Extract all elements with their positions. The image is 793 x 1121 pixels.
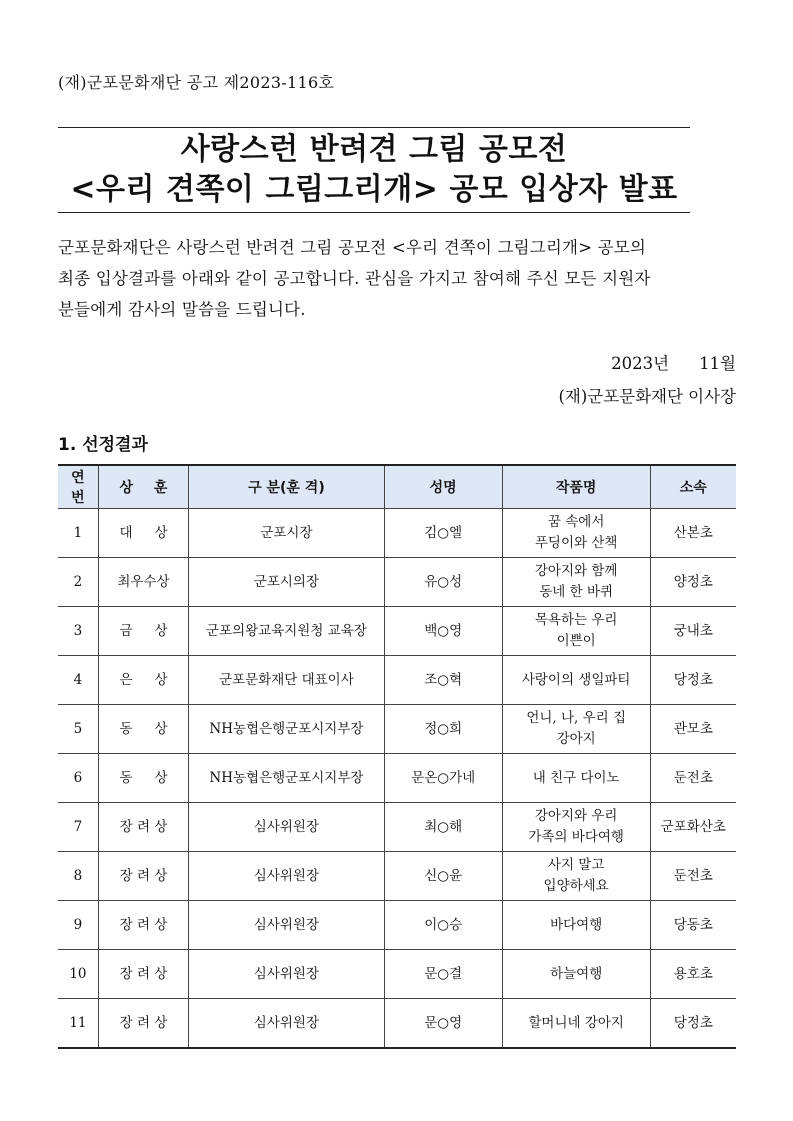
cell-category	[189, 509, 384, 558]
table-row	[58, 950, 736, 999]
cell-category	[189, 852, 384, 901]
table-row	[58, 656, 736, 705]
cell-work-line2: 이쁜이	[556, 633, 596, 649]
table-row	[58, 901, 736, 950]
cell-name	[384, 901, 502, 950]
cell-category	[189, 656, 384, 705]
cell-no	[58, 950, 98, 999]
cell-award-text: 은상	[119, 671, 190, 688]
title-block	[58, 127, 690, 213]
cell-name-text: 문○결	[424, 965, 463, 982]
cell-award	[98, 705, 188, 754]
cell-work-line2: 가족의 바다여행	[528, 829, 624, 845]
cell-category	[189, 803, 384, 852]
cell-award	[98, 607, 188, 656]
cell-award	[98, 509, 188, 558]
cell-category-text: 심사위원장	[253, 916, 320, 933]
cell-no-text: 1	[73, 524, 83, 541]
cell-work-line2: 푸딩이와 산책	[534, 535, 618, 551]
cell-school	[650, 656, 736, 705]
table-row	[58, 607, 736, 656]
cell-category-text: 심사위원장	[253, 1014, 320, 1031]
cell-school-text: 군포화산초	[660, 818, 726, 835]
header-no-line1: 연	[71, 470, 85, 486]
cell-award	[98, 852, 188, 901]
cell-school-text: 관모초	[673, 720, 713, 737]
cell-name-text: 백○영	[424, 622, 463, 639]
cell-name	[384, 754, 502, 803]
cell-work	[502, 803, 650, 852]
cell-name-text: 정○희	[424, 720, 463, 737]
section-title: 1. 선정결과	[58, 435, 148, 455]
cell-category	[189, 754, 384, 803]
cell-work-line1: 하늘여행	[550, 965, 603, 982]
cell-category-text: 심사위원장	[253, 867, 320, 884]
cell-no	[58, 999, 98, 1049]
cell-school-text: 산본초	[673, 524, 713, 541]
cell-award	[98, 950, 188, 999]
cell-category-text: 군포문화재단 대표이사	[219, 671, 354, 688]
cell-name-text: 최○해	[424, 818, 463, 835]
cell-no-text: 2	[73, 573, 83, 590]
cell-no-text: 5	[73, 720, 83, 737]
cell-school	[650, 558, 736, 607]
cell-award	[98, 999, 188, 1049]
header-award	[98, 465, 188, 509]
cell-category-text: 군포시장	[260, 524, 313, 541]
cell-school-text: 둔전초	[673, 769, 713, 786]
cell-category	[189, 607, 384, 656]
cell-no	[58, 656, 98, 705]
cell-work-line1: 언니, 나, 우리 집	[526, 710, 627, 726]
title-bottom-rule	[58, 212, 690, 213]
header-name: 성명	[384, 465, 502, 509]
cell-name	[384, 803, 502, 852]
cell-award-text: 장 려 상	[119, 818, 168, 835]
cell-school	[650, 950, 736, 999]
cell-name-text: 신○윤	[424, 867, 463, 884]
cell-award-text: 동상	[119, 720, 190, 737]
cell-name-text: 이○승	[424, 916, 463, 933]
cell-work-line1: 할머니네 강아지	[528, 1014, 624, 1031]
cell-category-text: NH농협은행군포시지부장	[209, 769, 364, 786]
cell-no	[58, 509, 98, 558]
cell-no	[58, 852, 98, 901]
header-no-line2: 번	[71, 490, 85, 506]
cell-school-text: 궁내초	[673, 622, 713, 639]
cell-work-line1: 강아지와 함께	[534, 563, 618, 579]
cell-category-text: NH농협은행군포시지부장	[209, 720, 364, 737]
cell-award	[98, 754, 188, 803]
cell-name-text: 문○영	[424, 1014, 463, 1031]
intro-line: 최종 입상결과를 아래와 같이 공고합니다. 관심을 가지고 참여해 주신 모든 지원자	[58, 269, 651, 288]
cell-category-text: 심사위원장	[253, 965, 320, 982]
intro-line: 분들에게 감사의 말씀을 드립니다.	[58, 300, 306, 319]
date-year: 2023년	[611, 354, 670, 373]
header-category: 구 분(훈 격)	[189, 465, 384, 509]
page-title: 사랑스런 반려견 그림 공모전	[180, 132, 568, 167]
cell-school	[650, 852, 736, 901]
cell-no-text: 8	[73, 867, 83, 884]
cell-school-text: 용호초	[673, 965, 713, 982]
cell-category	[189, 901, 384, 950]
table-row	[58, 999, 736, 1049]
date-month: 11월	[699, 354, 736, 373]
cell-no	[58, 607, 98, 656]
cell-award-text: 최우수상	[117, 573, 170, 590]
table-row	[58, 754, 736, 803]
cell-work	[502, 607, 650, 656]
cell-work-line1: 사랑이의 생일파티	[521, 671, 631, 688]
announcement-date	[611, 350, 736, 374]
cell-no-text: 6	[73, 769, 83, 786]
intro-line: 군포문화재단은 사랑스런 반려견 그림 공모전 <우리 견쪽이 그림그리개> 공모의	[58, 238, 647, 257]
cell-award-text: 동상	[119, 769, 190, 786]
cell-no-text: 4	[73, 671, 83, 688]
table-row	[58, 852, 736, 901]
cell-work	[502, 950, 650, 999]
cell-work-line1: 강아지와 우리	[534, 808, 618, 824]
cell-school	[650, 803, 736, 852]
cell-name-text: 김○엘	[424, 524, 463, 541]
cell-work	[502, 852, 650, 901]
cell-category-text: 군포시의장	[253, 573, 320, 590]
cell-name	[384, 656, 502, 705]
cell-name	[384, 999, 502, 1049]
cell-name	[384, 852, 502, 901]
cell-no-text: 10	[69, 965, 87, 982]
cell-name	[384, 705, 502, 754]
cell-no-text: 11	[69, 1014, 87, 1031]
title-top-rule	[58, 127, 690, 128]
cell-school	[650, 754, 736, 803]
cell-category-text: 심사위원장	[253, 818, 320, 835]
cell-no-text: 9	[73, 916, 83, 933]
cell-school-text: 당동초	[673, 916, 713, 933]
cell-award	[98, 901, 188, 950]
cell-name	[384, 509, 502, 558]
cell-name-text: 문온○가네	[411, 769, 476, 786]
table-row	[58, 509, 736, 558]
cell-category	[189, 705, 384, 754]
cell-work	[502, 656, 650, 705]
cell-work	[502, 999, 650, 1049]
cell-award-text: 장 려 상	[119, 965, 168, 982]
cell-work-line1: 꿈 속에서	[547, 514, 605, 530]
cell-no-text: 3	[73, 622, 83, 639]
page-subtitle: <우리 견쪽이 그림그리개> 공모 입상자 발표	[70, 172, 678, 207]
cell-name-text: 유○성	[424, 573, 463, 590]
header-work: 작품명	[502, 465, 650, 509]
header-award-label: 상 훈	[119, 480, 176, 496]
cell-work	[502, 558, 650, 607]
table-row	[58, 558, 736, 607]
cell-award	[98, 558, 188, 607]
cell-work-line2: 강아지	[556, 731, 596, 747]
cell-category	[189, 999, 384, 1049]
cell-award	[98, 803, 188, 852]
cell-no	[58, 558, 98, 607]
cell-work-line1: 내 친구 다이노	[532, 769, 620, 786]
table-row	[58, 705, 736, 754]
cell-work	[502, 754, 650, 803]
cell-name	[384, 950, 502, 999]
notice-number: (재)군포문화재단 공고 제2023-116호	[58, 73, 335, 92]
cell-no-text: 7	[73, 818, 83, 835]
cell-award-text: 장 려 상	[119, 1014, 168, 1031]
cell-work	[502, 705, 650, 754]
cell-award-text: 장 려 상	[119, 916, 168, 933]
cell-school-text: 당정초	[673, 1014, 713, 1031]
cell-school	[650, 607, 736, 656]
intro-paragraph	[58, 232, 738, 325]
cell-work	[502, 509, 650, 558]
header-no	[58, 465, 98, 509]
cell-category	[189, 950, 384, 999]
table-row	[58, 803, 736, 852]
cell-work-line1: 사지 말고	[547, 857, 605, 873]
results-table	[58, 464, 736, 1049]
cell-no	[58, 803, 98, 852]
cell-school	[650, 705, 736, 754]
header-school: 소속	[650, 465, 736, 509]
cell-award-text: 대상	[119, 524, 190, 541]
cell-school-text: 둔전초	[673, 867, 713, 884]
cell-award	[98, 656, 188, 705]
cell-work-line1: 목욕하는 우리	[534, 612, 618, 628]
cell-work-line2: 동네 한 바퀴	[539, 584, 614, 600]
cell-school	[650, 999, 736, 1049]
cell-work-line1: 바다여행	[550, 916, 603, 933]
cell-no	[58, 754, 98, 803]
cell-school	[650, 509, 736, 558]
cell-award-text: 장 려 상	[119, 867, 168, 884]
signer: (재)군포문화재단 이사장	[558, 387, 736, 406]
cell-school	[650, 901, 736, 950]
cell-no	[58, 705, 98, 754]
cell-school-text: 양정초	[673, 573, 713, 590]
cell-work-line2: 입양하세요	[543, 878, 609, 894]
cell-school-text: 당정초	[673, 671, 713, 688]
cell-category-text: 군포의왕교육지원청 교육장	[206, 622, 367, 639]
cell-no	[58, 901, 98, 950]
cell-award-text: 금상	[119, 622, 190, 639]
cell-name	[384, 558, 502, 607]
cell-work	[502, 901, 650, 950]
cell-name	[384, 607, 502, 656]
cell-name-text: 조○혁	[424, 671, 463, 688]
cell-category	[189, 558, 384, 607]
table-header-row	[58, 465, 736, 509]
